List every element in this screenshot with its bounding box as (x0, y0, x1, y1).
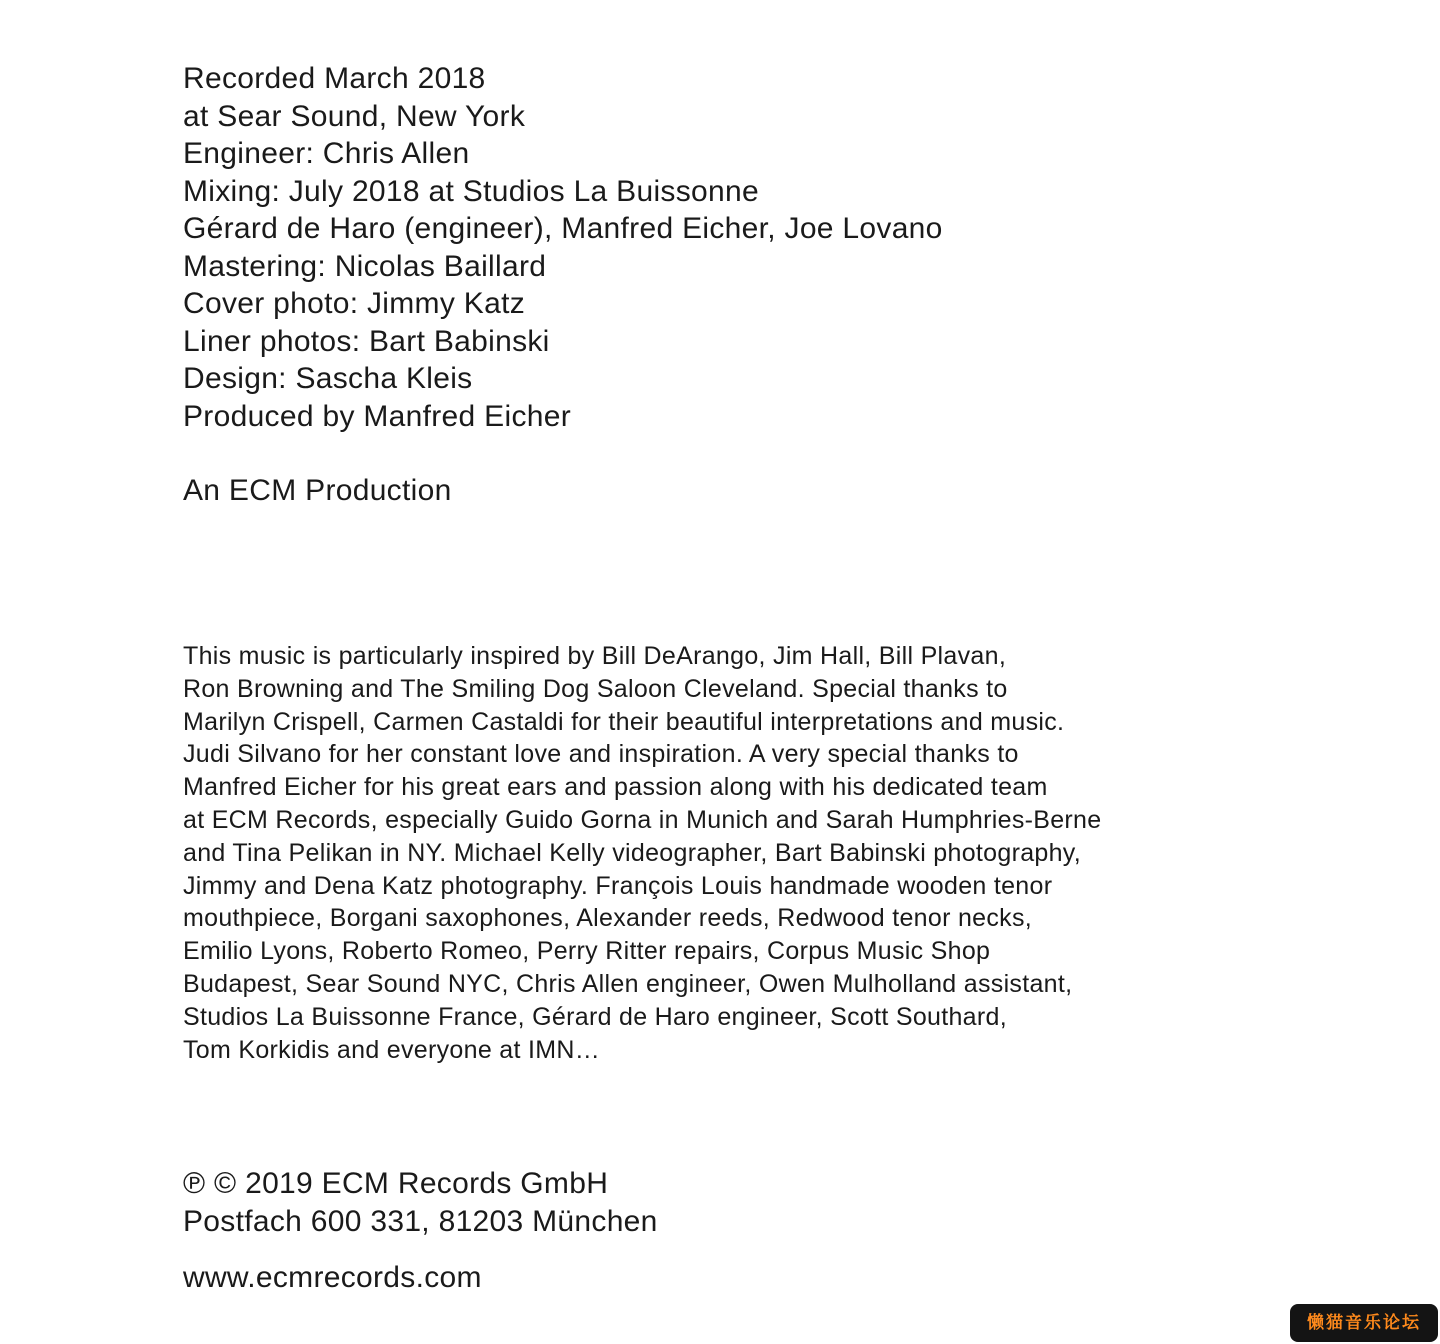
acknowledgement-line: Tom Korkidis and everyone at IMN… (183, 1035, 601, 1064)
acknowledgement-line: at ECM Records, especially Guido Gorna in Munich and Sarah Humphries-Berne (183, 805, 1102, 834)
credit-line: Liner photos: Bart Babinski (183, 324, 550, 358)
acknowledgement-line: Judi Silvano for her constant love and inspiration. A very special thanks to (183, 740, 1019, 769)
website-link[interactable]: www.ecmrecords.com (183, 1261, 482, 1294)
credit-line: Engineer: Chris Allen (183, 137, 470, 170)
copyright-block (183, 1165, 658, 1240)
acknowledgement-line: This music is particularly inspired by Bill DeArango, Jim Hall, Bill Plavan, (183, 642, 1007, 670)
copyright-line: ℗ © 2019 ECM Records GmbH (183, 1167, 609, 1200)
credit-line: Design: Sascha Kleis (183, 362, 473, 395)
acknowledgement-line: Studios La Buissonne France, Gérard de Haro engineer, Scott Southard, (183, 1002, 1007, 1031)
credit-line: Recorded March 2018 (183, 62, 486, 95)
acknowledgement-line: mouthpiece, Borgani saxophones, Alexander reeds, Redwood tenor necks, (183, 904, 1032, 933)
credit-line: at Sear Sound, New York (183, 99, 526, 133)
acknowledgements (183, 640, 1101, 1066)
acknowledgement-line: Budapest, Sear Sound NYC, Chris Allen engineer, Owen Mulholland assistant, (183, 969, 1073, 998)
forum-watermark: 懒猫音乐论坛 (1290, 1304, 1438, 1342)
credit-line: Mixing: July 2018 at Studios La Buissonne (183, 174, 759, 208)
production-label: An ECM Production (183, 474, 452, 507)
acknowledgement-line: Jimmy and Dena Katz photography. François Louis handmade wooden tenor (183, 871, 1053, 900)
credit-line: Cover photo: Jimmy Katz (183, 287, 526, 320)
credit-line: Gérard de Haro (engineer), Manfred Eicher, Joe Lovano (183, 212, 943, 245)
acknowledgement-line: Manfred Eicher for his great ears and passion along with his dedicated team (183, 773, 1048, 802)
acknowledgement-line: Emilio Lyons, Roberto Romeo, Perry Ritter repairs, Corpus Music Shop (183, 937, 991, 966)
acknowledgement-line: Marilyn Crispell, Carmen Castaldi for their beautiful interpretations and music. (183, 707, 1065, 736)
acknowledgement-line: and Tina Pelikan in NY. Michael Kelly videographer, Bart Babinski photography, (183, 838, 1081, 867)
acknowledgement-line: Ron Browning and The Smiling Dog Saloon Cleveland. Special thanks to (183, 674, 1008, 703)
credit-line: Produced by Manfred Eicher (183, 399, 571, 433)
credit-line: Mastering: Nicolas Baillard (183, 249, 547, 283)
credits-list (183, 60, 943, 435)
address-line: Postfach 600 331, 81203 München (183, 1204, 658, 1238)
